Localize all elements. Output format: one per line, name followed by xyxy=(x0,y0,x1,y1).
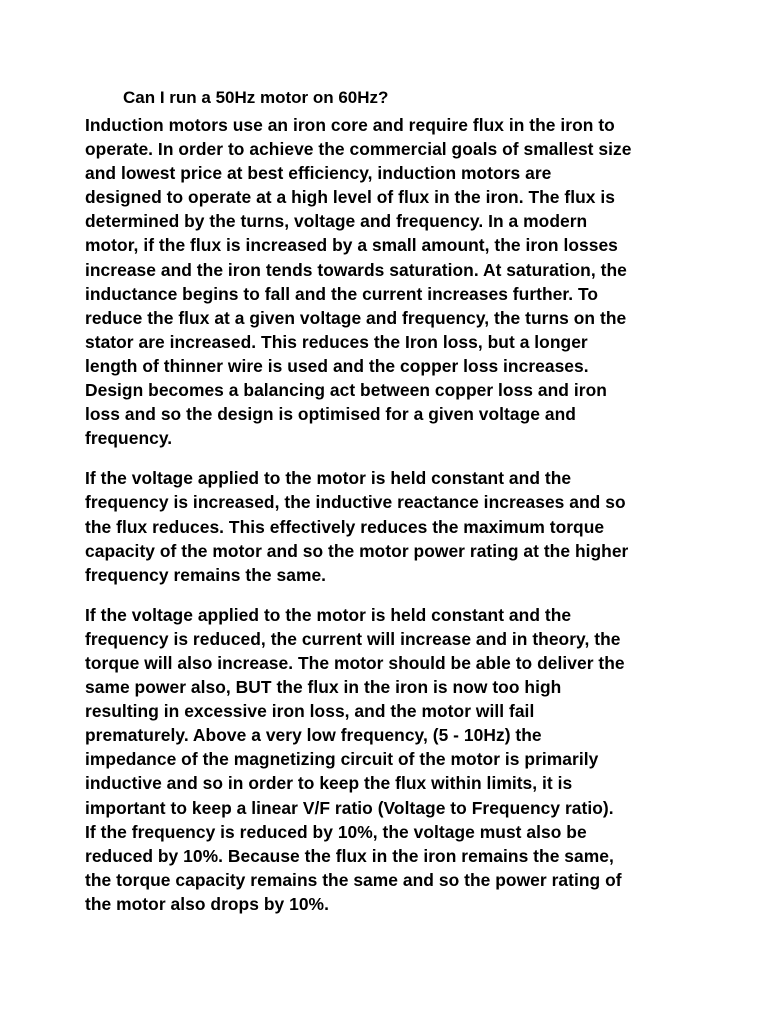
text-line: If the frequency is reduced by 10%, the voltage must also be xyxy=(85,821,587,842)
document-body xyxy=(85,113,757,932)
text-line: same power also, BUT the flux in the iron is now too high xyxy=(85,677,562,698)
text-line: impedance of the magnetizing circuit of the motor is primarily xyxy=(85,749,599,770)
text-line: prematurely. Above a very low frequency, (5 - 10Hz) the xyxy=(85,725,542,746)
text-line: important to keep a linear V/F ratio (Voltage to Frequency ratio). xyxy=(85,797,614,818)
text-line: designed to operate at a high level of flux in the iron. The flux is xyxy=(85,187,616,208)
text-line: frequency. xyxy=(85,428,173,449)
text-line: inductive and so in order to keep the flux within limits, it is xyxy=(85,773,573,794)
text-line: resulting in excessive iron loss, and the motor will fail xyxy=(85,701,535,722)
text-line: increase and the iron tends towards saturation. At saturation, the xyxy=(85,259,627,280)
text-line: If the voltage applied to the motor is held constant and the xyxy=(85,468,572,489)
text-line: inductance begins to fall and the current increases further. To xyxy=(85,283,599,304)
text-line: Design becomes a balancing act between copper loss and iron xyxy=(85,380,607,401)
text-line: length of thinner wire is used and the copper loss increases. xyxy=(85,355,589,376)
text-line: If the voltage applied to the motor is held constant and the xyxy=(85,604,572,625)
text-line: capacity of the motor and so the motor power rating at the higher xyxy=(85,540,629,561)
text-line: frequency is increased, the inductive reactance increases and so xyxy=(85,492,626,513)
document-title: Can I run a 50Hz motor on 60Hz? xyxy=(123,88,389,107)
text-line: Induction motors use an iron core and require flux in the iron to xyxy=(85,115,615,135)
text-line: the flux reduces. This effectively reduces the maximum torque xyxy=(85,516,605,537)
text-line: motor, if the flux is increased by a small amount, the iron losses xyxy=(85,235,618,256)
text-line: determined by the turns, voltage and frequency. In a modern xyxy=(85,211,588,232)
text-line: torque will also increase. The motor should be able to deliver the xyxy=(85,652,625,673)
text-line: loss and so the design is optimised for a given voltage and xyxy=(85,404,576,425)
text-line: frequency remains the same. xyxy=(85,564,327,585)
text-line: the torque capacity remains the same and so the power rating of xyxy=(85,869,622,890)
text-line: stator are increased. This reduces the Iron loss, but a longer xyxy=(85,331,588,352)
text-line: and lowest price at best efficiency, induction motors are xyxy=(85,163,552,184)
paragraph-frequency-increased xyxy=(85,466,757,586)
text-line: reduce the flux at a given voltage and frequency, the turns on the xyxy=(85,307,627,328)
text-line: operate. In order to achieve the commercial goals of smallest size xyxy=(85,139,632,160)
text-line: reduced by 10%. Because the flux in the iron remains the same, xyxy=(85,845,614,866)
text-line: frequency is reduced, the current will increase and in theory, the xyxy=(85,628,621,649)
paragraph-frequency-reduced xyxy=(85,603,757,916)
text-line: the motor also drops by 10%. xyxy=(85,893,329,914)
paragraph-induction-motor-flux xyxy=(85,113,757,450)
